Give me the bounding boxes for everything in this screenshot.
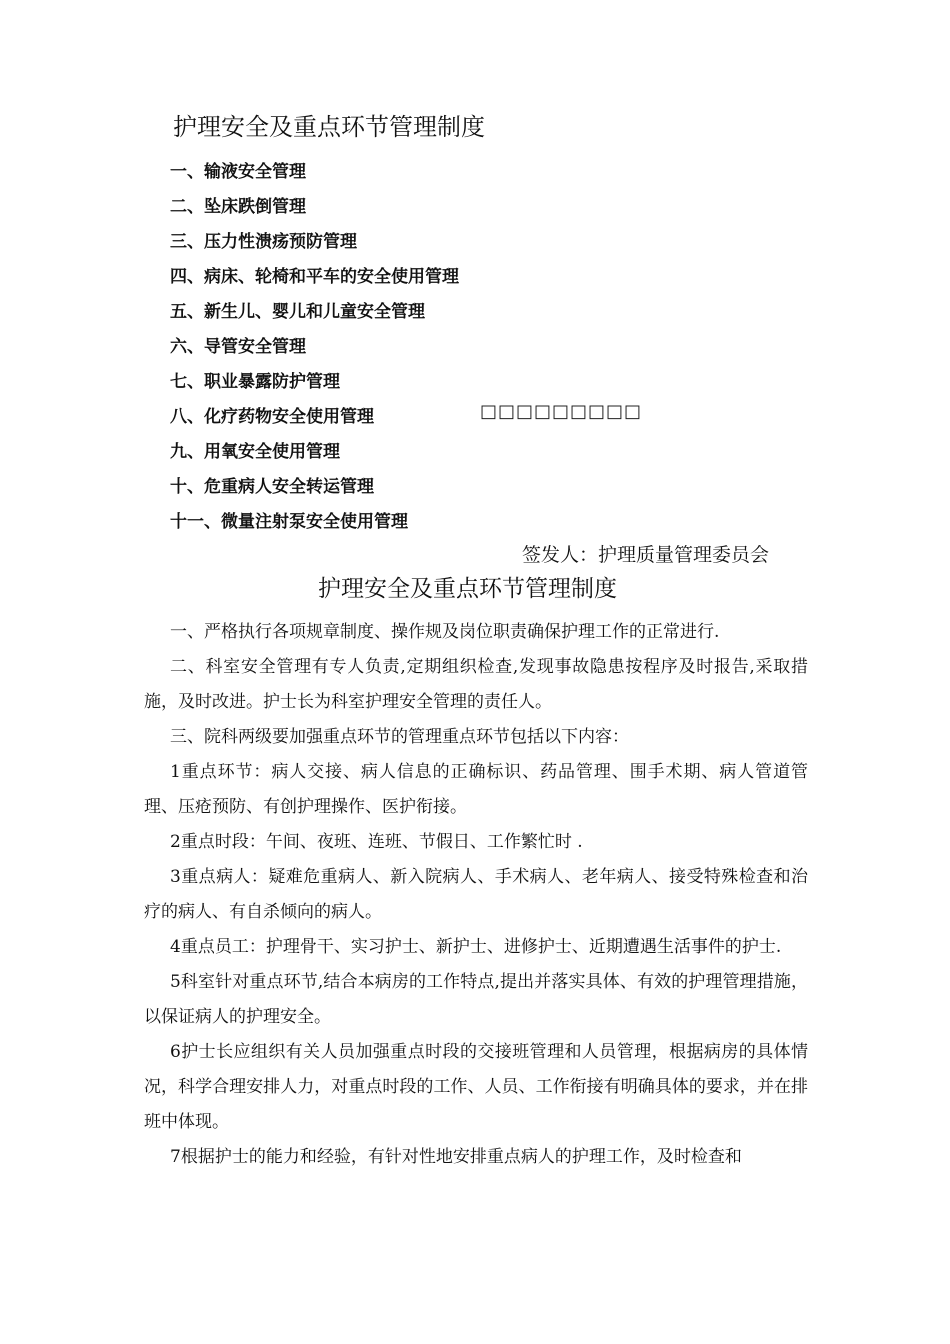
paragraph: 3重点病人：疑难危重病人、新入院病人、手术病人、老年病人、接受特殊检查和治疗的病人、有自杀倾向的病人。 — [144, 867, 808, 922]
paragraph: 4重点员工：护理骨干、实习护士、新护士、进修护士、近期遭遇生活事件的护士. — [170, 937, 782, 957]
toc-item: 十一、微量注射泵安全使用管理 — [170, 512, 408, 532]
toc-list — [170, 155, 810, 540]
paragraph: 三、院科两级要加强重点环节的管理重点环节包括以下内容： — [170, 727, 629, 747]
page-title: 护理安全及重点环节管理制度 — [173, 113, 485, 141]
toc-item: 八、化疗药物安全使用管理 — [170, 407, 374, 427]
paragraph: 7根据护士的能力和经验，有针对性地安排重点病人的护理工作，及时检查和 — [170, 1147, 742, 1167]
document-title: 护理安全及重点环节管理制度 — [318, 576, 617, 602]
paragraph: 1重点环节：病人交接、病人信息的正确标识、药品管理、围手术期、病人管道管理、压疮预防、有创护理操作、医护衔接。 — [144, 762, 808, 817]
toc-item: 十、危重病人安全转运管理 — [170, 477, 374, 497]
toc-item: 六、导管安全管理 — [170, 337, 306, 357]
toc-item: 五、新生儿、婴儿和儿童安全管理 — [170, 302, 425, 322]
toc-item: 三、压力性溃疡预防管理 — [170, 232, 357, 252]
toc-item: 二、坠床跌倒管理 — [170, 197, 306, 217]
toc-item: 九、用氧安全使用管理 — [170, 442, 340, 462]
document-body — [144, 615, 808, 1175]
stamp-placeholder: □□□□□□□□□ — [480, 401, 643, 422]
toc-item: 七、职业暴露防护管理 — [170, 372, 340, 392]
toc-item: 一、输液安全管理 — [170, 162, 306, 182]
paragraph: 二、科室安全管理有专人负责,定期组织检查,发现事故隐患按程序及时报告,采取措施，及时改进。护士长为科室护理安全管理的责任人。 — [144, 657, 808, 712]
signer-line: 签发人：护理质量管理委员会 — [522, 544, 770, 566]
paragraph: 2重点时段：午间、夜班、连班、节假日、工作繁忙时 . — [170, 832, 583, 852]
paragraph: 一、严格执行各项规章制度、操作规及岗位职责确保护理工作的正常进行. — [170, 622, 720, 642]
paragraph: 6护士长应组织有关人员加强重点时段的交接班管理和人员管理，根据病房的具体情况，科学合理安排人力，对重点时段的工作、人员、工作衔接有明确具体的要求，并在排班中体现。 — [144, 1042, 808, 1132]
paragraph: 5科室针对重点环节,结合本病房的工作特点,提出并落实具体、有效的护理管理措施，以保证病人的护理安全。 — [144, 972, 808, 1027]
toc-item: 四、病床、轮椅和平车的安全使用管理 — [170, 267, 459, 287]
